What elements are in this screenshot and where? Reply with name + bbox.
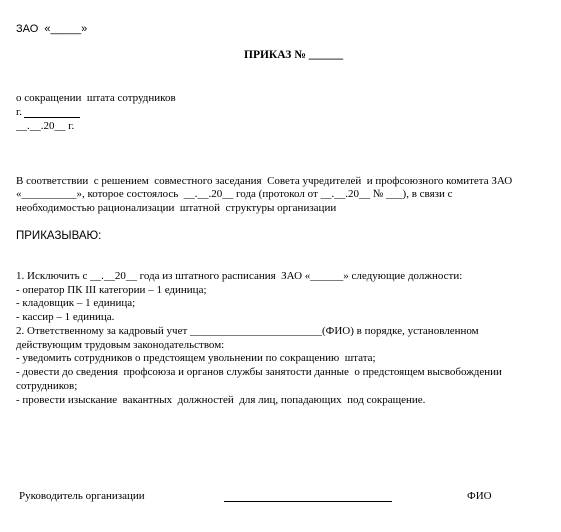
body-line: - оператор ПК III категории – 1 единица; [16, 284, 207, 296]
signature-role: Руководитель организации [19, 490, 145, 502]
body-line: действующим трудовым законодательством: [16, 339, 225, 351]
signature-name-label: ФИО [467, 490, 492, 502]
preamble-line-3: необходимостью рационализации штатной структуры организации [16, 202, 337, 214]
body-line: сотрудников; [16, 380, 78, 392]
city-underline [24, 117, 80, 118]
body-line: - провести изыскание вакантных должностей для лиц, попадающих под сокращение. [16, 394, 426, 406]
body-line: - уведомить сотрудников о предстоящем увольнении по сокращению штата; [16, 352, 376, 364]
body-line: - довести до сведения профсоюза и органов службы занятости данные о предстоящем высвобождении [16, 366, 502, 378]
preamble-line-2: «__________», которое состоялось __.__.20__ года (протокол от __.__.20__ № ___), в связи с [16, 188, 453, 200]
order-heading: ПРИКАЗЫВАЮ: [16, 230, 102, 242]
company-header: ЗАО «_____» [16, 23, 88, 35]
subject-line: о сокращении штата сотрудников [16, 92, 176, 104]
body-line: 2. Ответственному за кадровый учет ________________________(ФИО) в порядке, установленном [16, 325, 479, 337]
body-line: - кладовщик – 1 единица; [16, 297, 136, 309]
document-title: ПРИКАЗ № ______ [244, 49, 344, 61]
city-field: г. [16, 106, 23, 118]
preamble-line-1: В соответствии с решением совместного заседания Совета учредителей и профсоюзного комитета ЗАО [16, 175, 513, 187]
body-line: 1. Исключить с __.__20__ года из штатного расписания ЗАО «______» следующие должности: [16, 270, 463, 282]
signature-line [224, 501, 392, 502]
date-field: __.__.20__ г. [16, 120, 75, 132]
body-line: - кассир – 1 единица. [16, 311, 115, 323]
